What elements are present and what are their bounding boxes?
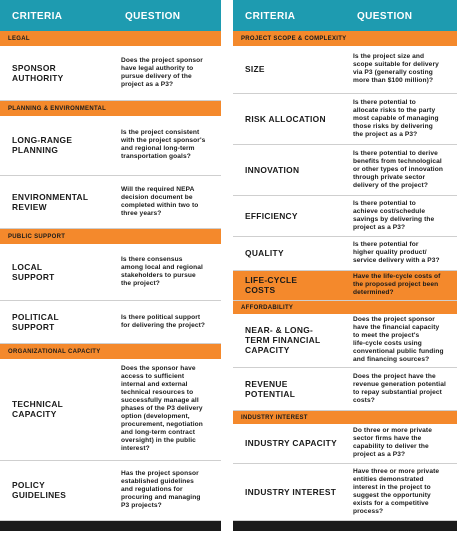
question-text [121, 129, 205, 161]
section-header [0, 229, 221, 244]
criteria-line: SPONSOR [12, 63, 56, 73]
question-line: entities demonstrated [353, 476, 424, 483]
criteria-label [12, 399, 63, 419]
question-line: pursue delivery of the [121, 73, 192, 80]
criteria-line: REVENUE [245, 379, 288, 389]
question-line: decision document be [121, 194, 193, 201]
table-row [233, 94, 457, 145]
criteria-label [245, 487, 336, 497]
question-text [353, 373, 446, 405]
criteria-line: POTENTIAL [245, 389, 296, 399]
table-row [0, 116, 221, 176]
criteria-table-left [0, 0, 221, 534]
question-line: among local and regional [121, 264, 203, 271]
question-line: and regional long-term [121, 145, 195, 152]
question-line: and long-term contract [121, 429, 196, 436]
question-line: successfully manage all [121, 397, 199, 404]
question-line: procurement, negotiation [121, 421, 203, 428]
question-line: conventional public funding [353, 348, 444, 355]
criteria-line: GUIDELINES [12, 490, 67, 500]
criteria-line: CAPACITY [245, 345, 290, 355]
question-line: the proposed project been [353, 281, 439, 288]
criteria-label [245, 248, 284, 258]
criteria-label [12, 192, 88, 212]
section-header [0, 31, 221, 46]
question-line: Does the project sponsor [353, 316, 435, 323]
question-line: have legal authority to [121, 65, 194, 72]
question-line: and regulations for [121, 486, 183, 493]
question-line: Have the life-cycle costs of [353, 273, 441, 280]
table-row [233, 271, 457, 301]
section-header [0, 101, 221, 116]
table-row [0, 46, 221, 101]
criteria-line: ENVIRONMENTAL [12, 192, 89, 202]
question-line: higher quality product/ [353, 249, 427, 256]
header-question: QUESTION [357, 11, 413, 22]
section-label: PUBLIC SUPPORT [8, 233, 66, 240]
criteria-label [12, 480, 66, 500]
question-text [121, 365, 203, 453]
criteria-line: LONG-RANGE [12, 135, 73, 145]
question-line: Is there consensus [121, 256, 183, 263]
criteria-label [12, 63, 64, 83]
question-line: P3 projects? [121, 502, 162, 509]
question-line: process? [353, 508, 384, 515]
question-line: Do three or more private [353, 427, 432, 434]
table-row [233, 46, 457, 94]
criteria-label [245, 325, 320, 355]
criteria-line: QUALITY [245, 248, 284, 258]
question-line: internal and external [121, 381, 188, 388]
question-line: Is there potential to derive [353, 150, 438, 157]
question-line: revenue generation potential [353, 381, 446, 388]
table-row [233, 464, 457, 521]
table-row [233, 196, 457, 237]
question-line: interest in the project to [353, 484, 431, 491]
question-line: Is there potential to [353, 200, 416, 207]
criteria-line: RISK ALLOCATION [245, 114, 326, 124]
question-line: oversight) in the public [121, 437, 196, 444]
table-header [233, 0, 457, 31]
question-line: Does the sponsor have [121, 365, 196, 372]
question-text [353, 316, 444, 364]
section-label: AFFORDABILITY [241, 304, 294, 311]
criteria-line: REVIEW [12, 202, 47, 212]
criteria-label [245, 275, 297, 295]
question-line: stakeholders to pursue [121, 272, 196, 279]
table-row [233, 145, 457, 196]
question-line: three years? [121, 210, 162, 217]
question-line: service delivery with a P3? [353, 257, 440, 264]
table-row [0, 176, 221, 229]
question-line: technical resources to [121, 389, 194, 396]
criteria-line: POLICY [12, 480, 45, 490]
criteria-line: PLANNING [12, 145, 59, 155]
section-label: ORGANIZATIONAL CAPACITY [8, 348, 101, 355]
section-header [0, 344, 221, 359]
question-line: access to sufficient [121, 373, 185, 380]
question-line: with the project sponsor's [121, 137, 206, 144]
question-line: project as a P3? [353, 224, 406, 231]
question-line: the project as a P3? [353, 131, 418, 138]
header-criteria: CRITERIA [245, 11, 296, 22]
header-criteria: CRITERIA [12, 11, 63, 22]
question-line: Does the project sponsor [121, 57, 203, 64]
question-line: more than $100 million)? [353, 77, 434, 84]
question-line: project as a P3? [353, 451, 406, 458]
section-label: PROJECT SCOPE & COMPLEXITY [241, 35, 347, 42]
table-row [233, 424, 457, 464]
question-line: interest? [121, 445, 150, 452]
criteria-line: CAPACITY [12, 409, 57, 419]
table-row [0, 244, 221, 301]
table-row [0, 301, 221, 344]
question-text [353, 468, 439, 516]
question-line: via P3 (generally costing [353, 69, 433, 76]
question-line: Does the project have the [353, 373, 436, 380]
question-line: have the financial capacity [353, 324, 440, 331]
question-line: phases of the P3 delivery [121, 405, 203, 412]
question-text [121, 57, 203, 89]
section-header [233, 301, 457, 314]
question-line: suggest the opportunity [353, 492, 431, 499]
question-text [121, 256, 203, 288]
question-line: savings by delivering the [353, 216, 435, 223]
question-line: scope suitable for delivery [353, 61, 439, 68]
table-header [0, 0, 221, 31]
question-line: most capable of managing [353, 115, 439, 122]
criteria-label [12, 135, 72, 155]
question-line: for delivering the project? [121, 322, 206, 329]
table-row [233, 237, 457, 271]
question-line: exists for a competitive [353, 500, 429, 507]
question-text [353, 427, 432, 459]
question-line: achieve cost/schedule [353, 208, 426, 215]
question-line: delivery of the project? [353, 182, 428, 189]
question-line: capability to deliver the [353, 443, 429, 450]
question-line: Is the project size and [353, 53, 425, 60]
criteria-line: TERM FINANCIAL [245, 335, 321, 345]
criteria-label [245, 165, 299, 175]
criteria-line: NEAR- & LONG- [245, 325, 314, 335]
criteria-label [245, 438, 337, 448]
table-row [0, 461, 221, 521]
question-text [353, 273, 440, 297]
question-line: to meet the project's [353, 332, 420, 339]
question-line: those risks by delivering [353, 123, 433, 130]
question-text [353, 150, 443, 190]
question-text [353, 99, 439, 139]
question-line: life-cycle costs using [353, 340, 422, 347]
table-row [233, 368, 457, 411]
question-line: or other types of innovation [353, 166, 443, 173]
criteria-line: SUPPORT [12, 272, 55, 282]
criteria-label [245, 379, 295, 399]
question-line: Is there potential to [353, 99, 416, 106]
criteria-line: INDUSTRY CAPACITY [245, 438, 337, 448]
question-line: Is there potential for [353, 241, 419, 248]
question-line: through private sector [353, 174, 426, 181]
question-line: costs? [353, 397, 375, 404]
question-text [121, 186, 198, 218]
question-text [353, 53, 439, 85]
section-label: INDUSTRY INTEREST [241, 414, 308, 421]
criteria-line: INDUSTRY INTEREST [245, 487, 337, 497]
question-line: the project? [121, 280, 160, 287]
criteria-table-right [233, 0, 457, 534]
criteria-line: COSTS [245, 285, 276, 295]
table-row [233, 314, 457, 368]
criteria-line: SUPPORT [12, 322, 55, 332]
question-line: option (development, [121, 413, 190, 420]
question-line: Will the required NEPA [121, 186, 195, 193]
criteria-label [245, 64, 265, 74]
section-label: LEGAL [8, 35, 30, 42]
question-line: to repay substantial project [353, 389, 442, 396]
criteria-line: SIZE [245, 64, 265, 74]
criteria-label [12, 262, 55, 282]
criteria-line: INNOVATION [245, 165, 300, 175]
header-question: QUESTION [125, 11, 181, 22]
table-row [0, 359, 221, 461]
section-label: PLANNING & ENVIRONMENTAL [8, 105, 107, 112]
question-line: allocate risks to the party [353, 107, 436, 114]
criteria-label [245, 211, 298, 221]
question-text [121, 314, 205, 330]
criteria-line: EFFICIENCY [245, 211, 298, 221]
question-line: benefits from technological [353, 158, 442, 165]
question-line: procuring and managing [121, 494, 201, 501]
table-footer-bar [233, 521, 457, 531]
question-line: sector firms have the [353, 435, 422, 442]
question-text [121, 470, 201, 510]
question-line: Is there political support [121, 314, 201, 321]
table-footer-bar [0, 521, 221, 531]
criteria-label [245, 114, 326, 124]
criteria-line: LOCAL [12, 262, 43, 272]
question-line: determined? [353, 289, 394, 296]
question-text [353, 200, 434, 232]
question-line: established guidelines [121, 478, 194, 485]
criteria-line: TECHNICAL [12, 399, 64, 409]
criteria-line: AUTHORITY [12, 73, 64, 83]
question-text [353, 241, 440, 265]
criteria-line: POLITICAL [12, 312, 59, 322]
question-line: Is the project consistent [121, 129, 200, 136]
question-line: Has the project sponsor [121, 470, 199, 477]
question-line: completed within two to [121, 202, 199, 209]
section-header [233, 31, 457, 46]
question-line: and financing sources? [353, 356, 430, 363]
question-line: Have three or more private [353, 468, 440, 475]
criteria-label [12, 312, 59, 332]
question-line: project as a P3? [121, 81, 174, 88]
section-header [233, 411, 457, 424]
criteria-line: LIFE-CYCLE [245, 275, 298, 285]
question-line: transportation goals? [121, 153, 191, 160]
